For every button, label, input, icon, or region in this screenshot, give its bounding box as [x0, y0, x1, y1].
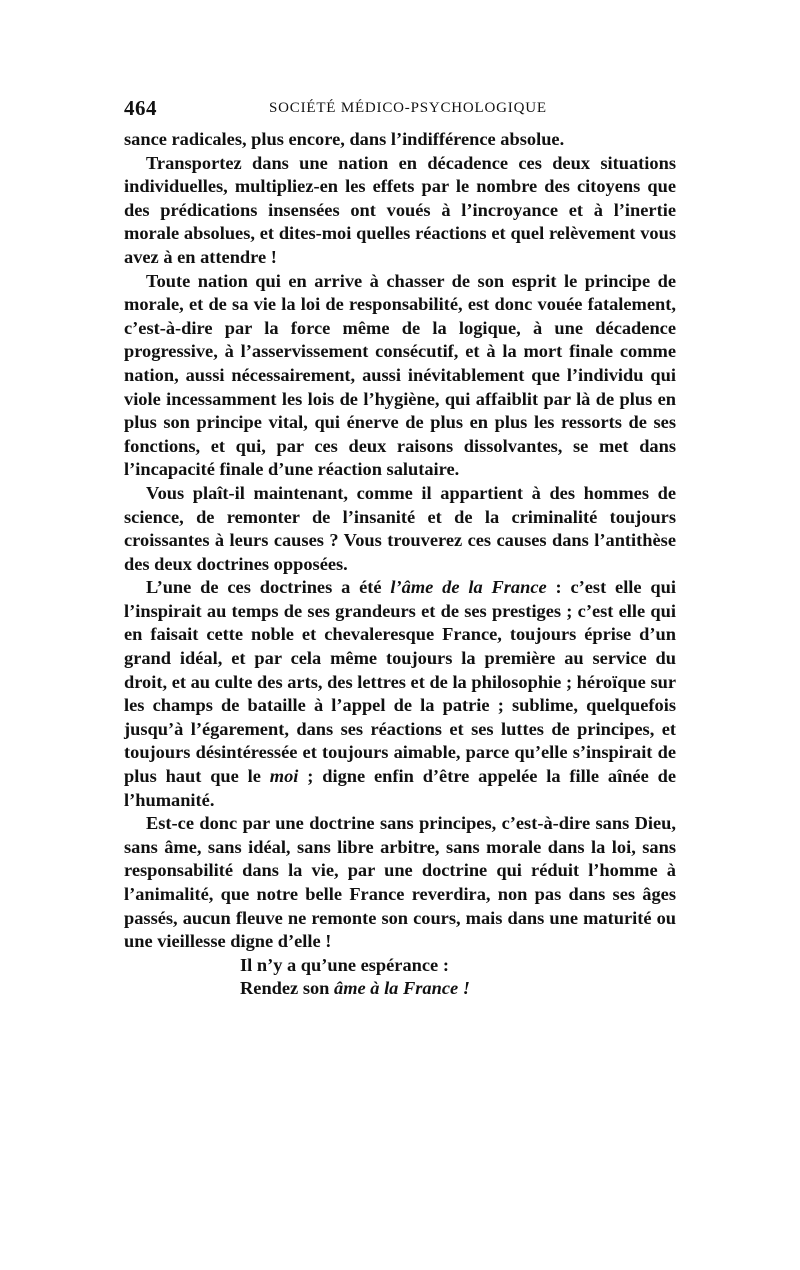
paragraph-5-text-a: L’une de ces doctrines a été: [146, 577, 391, 598]
paragraph-5-text-b: : c’est elle qui l’inspirait au temps de ses grandeurs et de ses prestiges ; c’est elle qui en faisait cette noble et chevaleresque France, toujours éprise d’un grand idéal, et par cela même toujours la première au service du droit, et au culte des arts, des lettres et de la philosophie ; héroïque sur les champs de bataille à l’appel de la patrie ; sublime, quelquefois jusqu’à l’égarement, dans ses réactions et ses luttes de principes, et toujours désintéressée et toujours aimable, parce qu’elle s’inspirait de plus haut que le: [124, 577, 676, 787]
paragraph-1: sance radicales, plus encore, dans l’indifférence absolue.: [124, 129, 565, 149]
page-number: 464: [124, 96, 157, 120]
paragraph-3: Toute nation qui en arrive à chasser de son esprit le principe de morale, et de sa vie la loi de responsabilité, est donc vouée fatalement, c’est-à-dire par la force même de la logique, à une décadence progressive, à l’asservissement consécutif, et à la mort finale comme nation, aussi nécessairement, aussi inévitablement que l’individu qui viole incessamment les lois de l’hygiène, qui affaiblit par là de plus en plus son principe vital, qui énerve de plus en plus les ressorts de ses fonctions, et qui, par ces deux raisons dissolvantes, se met dans l’incapacité finale d’une réaction salutaire.: [124, 270, 676, 480]
paragraph-5-emphasis-ame: l’âme de la France: [390, 577, 547, 598]
body-text: [124, 128, 676, 1001]
paragraph-5-emphasis-moi: moi: [269, 766, 299, 787]
paragraph-5: [124, 576, 676, 812]
paragraph-6: Est-ce donc par une doctrine sans principes, c’est-à-dire sans Dieu, sans âme, sans idéal, sans libre arbitre, sans morale dans la loi, sans responsabilité dans la vie, par une doctrine qui réduit l’homme à l’animalité, que notre belle France reverdira, non pas dans ses âges passés, aucun fleuve ne remonte son cours, mais dans une maturité ou une vieillesse digne d’elle !: [124, 813, 676, 952]
paragraph-5-text-c: ; digne enfin d’être appelée la fille aînée de l’humanité.: [124, 766, 676, 810]
closing-line-2: [124, 977, 676, 1001]
closing-line-1: Il n’y a qu’une espérance :: [240, 954, 449, 975]
closing-line-2-text: Rendez son: [240, 978, 335, 999]
paragraph-4: Vous plaît-il maintenant, comme il appartient à des hommes de science, de remonter de l’insanité et de la criminalité toujours croissantes à leurs causes ? Vous trouverez ces causes dans l’antithèse des deux doctrines opposées.: [124, 482, 676, 574]
paragraph-2: Transportez dans une nation en décadence ces deux situations individuelles, multipliez-en les effets par le nombre des citoyens que des prédications insensées ont voués à l’incroyance et à l’inertie morale absolues, et dites-moi quelles réactions et quel relèvement vous avez à en attendre !: [124, 152, 676, 267]
closing-line-2-emphasis: âme à la France !: [334, 978, 470, 999]
page-header: [124, 96, 672, 120]
running-title: SOCIÉTÉ MÉDICO-PSYCHOLOGIQUE: [269, 100, 547, 116]
